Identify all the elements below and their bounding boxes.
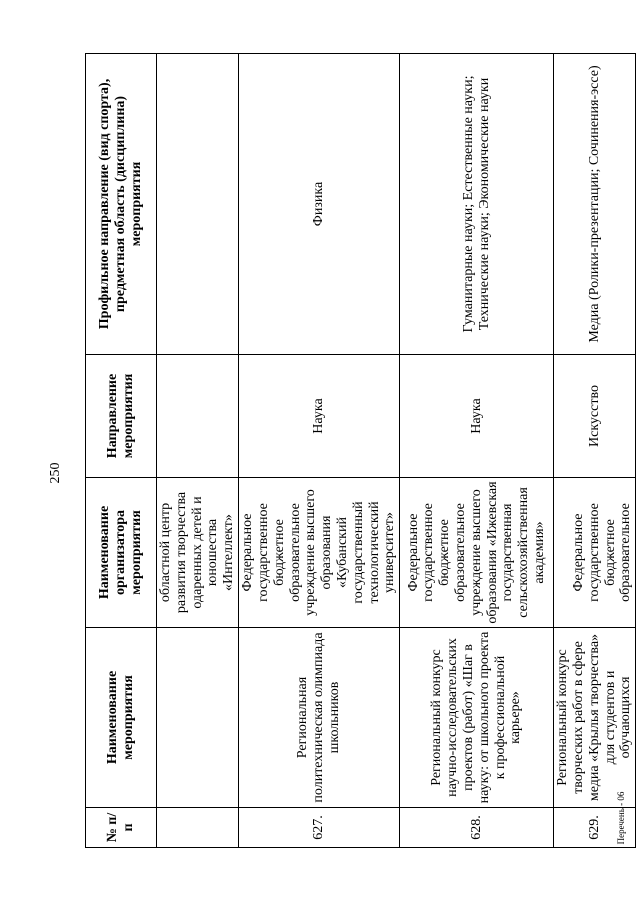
header-direction: Направление мероприятия (86, 355, 157, 478)
cell-num: 628. (400, 808, 554, 848)
header-num: № п/п (86, 808, 157, 848)
header-organizer: Наименование организатора мероприятия (86, 478, 157, 628)
cell-name: Региональный конкурс научно-исследовательских проектов (работ) «Шаг в науку: от школьного проекта к профессиональной карьере» (400, 628, 554, 808)
table-row (400, 54, 554, 848)
footer-note: Перечень - 06 (616, 791, 626, 845)
cell-name: Региональная политехническая олимпиада школьников (239, 628, 400, 808)
cell-profile: Медиа (Ролики-презентации; Сочинения-эссе) (554, 54, 636, 355)
cell-organizer: областной центр развития творчества одаренных детей и юношества «Интеллект» (157, 478, 239, 628)
header-profile: Профильное направление (вид спорта), предметная область (дисциплина) мероприятия (86, 54, 157, 355)
cell-num: 629. (554, 808, 636, 848)
cell-num: 627. (239, 808, 400, 848)
cell-name (157, 628, 239, 808)
table-row (157, 54, 239, 848)
cell-num (157, 808, 239, 848)
cell-organizer: Федеральное государственное бюджетное образовательное учреждение высшего образования «Кубанский государственный технологический университет» (239, 478, 400, 628)
events-table (85, 53, 636, 848)
cell-profile (157, 54, 239, 355)
cell-organizer: Федеральное государственное бюджетное образовательное учреждение высшего образования «Ижевская государственная сельскохозяйственная академия» (400, 478, 554, 628)
table-row (554, 54, 636, 848)
cell-direction: Искусство (554, 355, 636, 478)
table-row (239, 54, 400, 848)
cell-direction: Наука (400, 355, 554, 478)
cell-name: Региональный конкурс творческих работ в сфере медиа «Крылья творчества» для студентов и обучающихся (554, 628, 636, 808)
header-name: Наименование мероприятия (86, 628, 157, 808)
cell-profile: Гуманитарные науки; Естественные науки; Технические науки; Экономические науки (400, 54, 554, 355)
table-header-row (86, 54, 157, 848)
cell-organizer: Федеральное государственное бюджетное образовательное (554, 478, 636, 628)
cell-profile: Физика (239, 54, 400, 355)
cell-direction: Наука (239, 355, 400, 478)
cell-direction (157, 355, 239, 478)
page-number: 250 (48, 462, 63, 484)
